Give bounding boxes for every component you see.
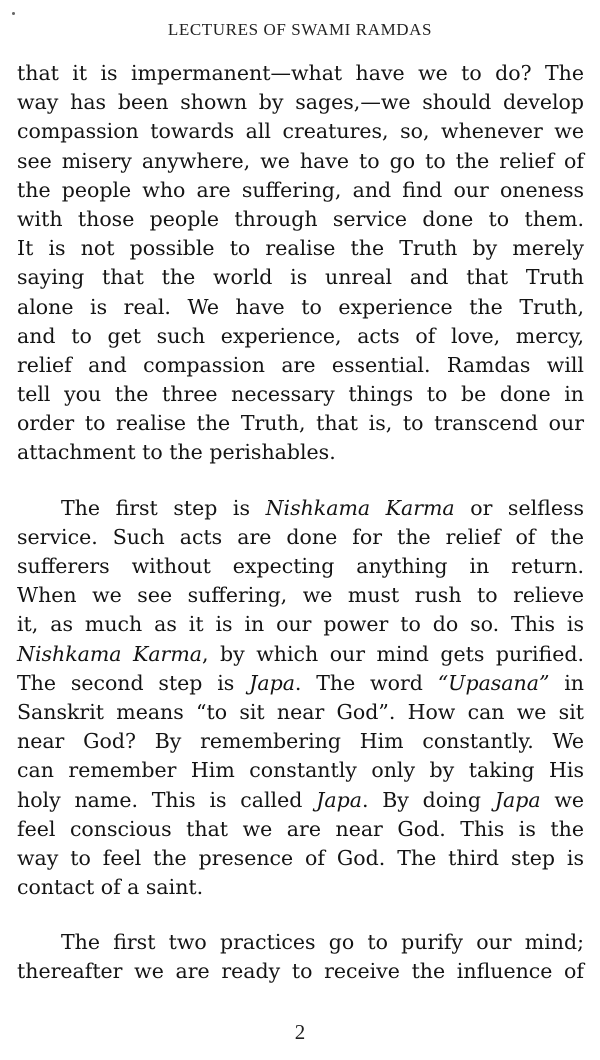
page-number: 2 [294, 1020, 306, 1044]
text-line: way to feel the presence of God. The third step is [17, 845, 584, 870]
text-line: compassion towards all creatures, so, whenever we [17, 119, 584, 144]
paragraph-gap [17, 468, 584, 494]
italic-term: Japa [494, 787, 541, 812]
text-line: The first step is Nishkama Karma or selfless [61, 495, 584, 520]
text-line: attachment to the perishables. [17, 440, 336, 465]
text-line: When we see suffering, we must rush to relieve [17, 583, 584, 608]
text-line: relief and compassion are essential. Ramdas will [17, 352, 584, 377]
body-text [17, 59, 584, 987]
text-line: with those people through service done to them. [17, 206, 584, 231]
text-line: The second step is Japa. The word “Upasana” in [17, 670, 585, 695]
text-line: It is not possible to realise the Truth by merely [17, 236, 584, 261]
text-line: sufferers without expecting anything in return. [17, 554, 584, 578]
text-line: The first two practices go to purify our mind; [61, 930, 584, 955]
running-head: LECTURES OF SWAMI RAMDAS [167, 20, 433, 39]
italic-term: Nishkama Karma [265, 495, 455, 520]
text-line: saying that the world is unreal and that Truth [17, 265, 584, 290]
text-line: Sanskrit means “to sit near God”. How can we sit [17, 699, 584, 724]
print-speck [12, 12, 15, 15]
text-line: alone is real. We have to experience the Truth, [17, 294, 584, 319]
italic-term: “Upasana” [437, 670, 550, 695]
text-line: tell you the three necessary things to be done in [17, 382, 584, 407]
italic-term: Japa [316, 787, 362, 812]
text-line: Nishkama Karma, by which our mind gets purified. [17, 641, 584, 666]
text-line: the people who are suffering, and find our oneness [17, 177, 584, 202]
text-line: service. Such acts are done for the relief of the [17, 524, 584, 549]
text-line: near God? By remembering Him constantly. We [17, 729, 584, 754]
text-line: thereafter we are ready to receive the influence of [17, 959, 584, 984]
text-line: contact of a saint. [17, 875, 204, 900]
paragraph [17, 59, 584, 468]
paragraph [17, 928, 584, 986]
italic-term: Japa [249, 670, 295, 695]
paragraph-gap [17, 902, 584, 928]
text-line: holy name. This is called Japa. By doing Japa we [17, 787, 584, 812]
text-line: order to realise the Truth, that is, to transcend our [17, 411, 584, 436]
text-line: and to get such experience, acts of love, mercy, [17, 323, 584, 348]
text-line: can remember Him constantly only by taking His [17, 758, 584, 783]
text-line: feel conscious that we are near God. This is the [17, 816, 584, 841]
text-line: it, as much as it is in our power to do so. This is [17, 612, 584, 637]
italic-term: Nishkama Karma [17, 641, 203, 666]
text-line: that it is impermanent—what have we to do? The [17, 61, 584, 85]
text-line: way has been shown by sages,—we should develop [17, 90, 584, 115]
paragraph [17, 494, 584, 903]
text-line: see misery anywhere, we have to go to the relief of [17, 148, 584, 173]
